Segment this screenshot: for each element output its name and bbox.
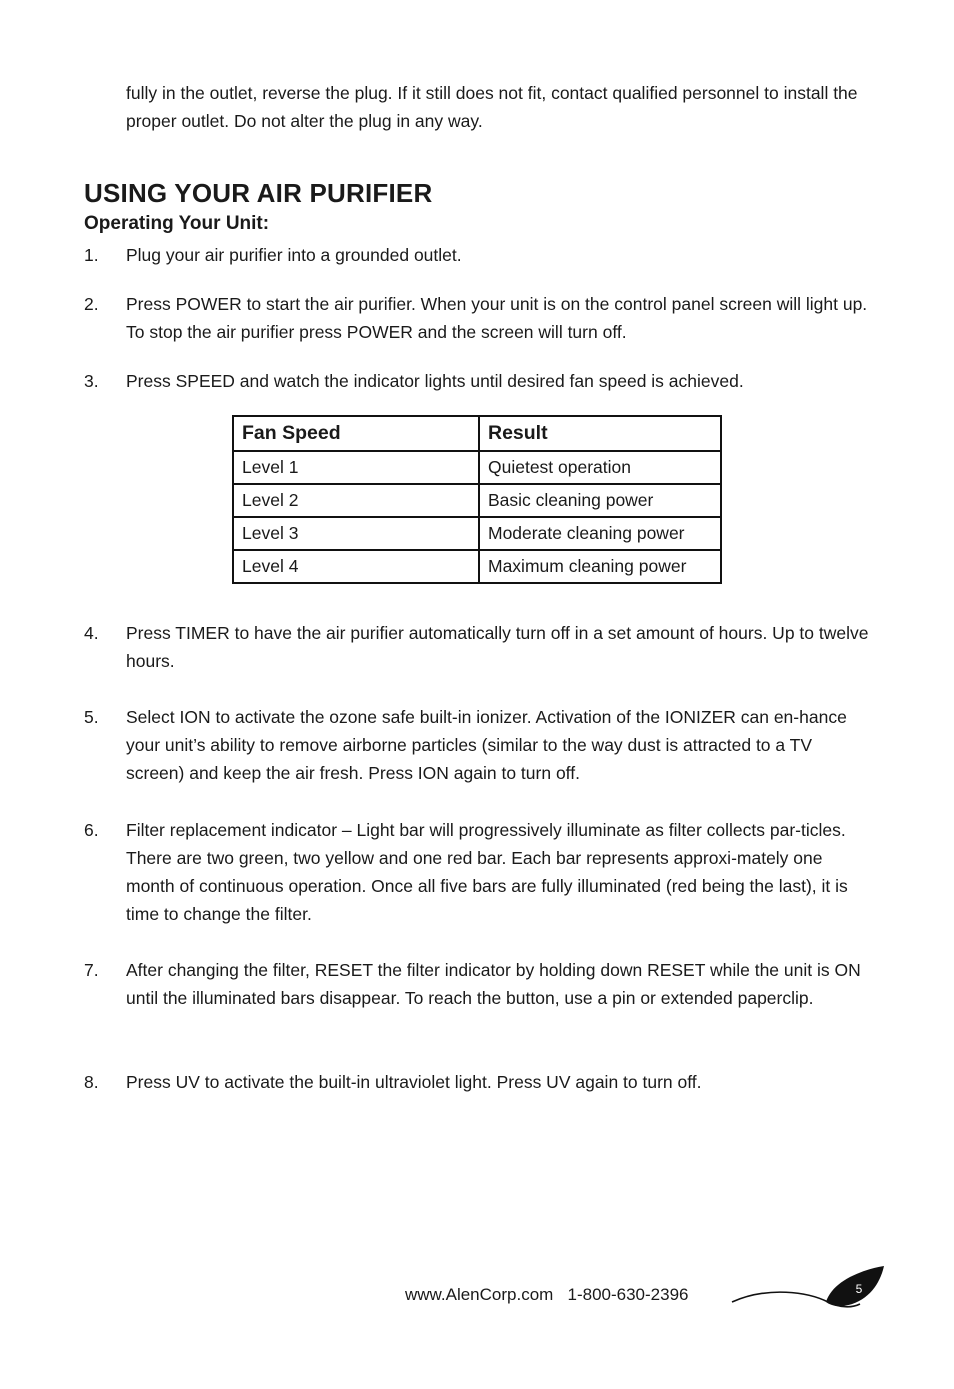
- step-text: Press SPEED and watch the indicator lights until desired fan speed is achieved.: [126, 371, 744, 391]
- table-row: [233, 484, 721, 517]
- table-row: [233, 517, 721, 550]
- step-text: Plug your air purifier into a grounded outlet.: [126, 245, 462, 265]
- leaf-swoosh-icon: [728, 1262, 888, 1314]
- fan-speed-cell: Level 3: [233, 517, 479, 550]
- result-cell: Moderate cleaning power: [479, 517, 721, 550]
- step-text: After changing the filter, RESET the filter indicator by holding down RESET while the unit is ON until the illuminated bars disappear. To reach the button, use a pin or extended paperclip.: [126, 960, 861, 1008]
- fan-speed-cell: Level 2: [233, 484, 479, 517]
- step-number: 3.: [84, 371, 99, 391]
- result-cell: Maximum cleaning power: [479, 550, 721, 583]
- step-number: 8.: [84, 1072, 99, 1092]
- column-header-result: Result: [479, 416, 721, 451]
- section-title: USING YOUR AIR PURIFIER: [84, 178, 433, 208]
- step-number: 2.: [84, 294, 99, 314]
- website-link[interactable]: www.AlenCorp.com: [405, 1285, 554, 1304]
- step-number: 1.: [84, 245, 99, 265]
- footer-contact: [405, 1283, 688, 1307]
- page-number: 5: [855, 1282, 863, 1296]
- fan-speed-cell: Level 1: [233, 451, 479, 484]
- step-number: 5.: [84, 707, 99, 727]
- step-number: 6.: [84, 820, 99, 840]
- step-text: Press TIMER to have the air purifier automatically turn off in a set amount of hours. Up to twelve hours.: [126, 623, 869, 671]
- step-text: Select ION to activate the ozone safe built-in ionizer. Activation of the IONIZER can en-hance your unit’s ability to remove airborne particles (similar to the way dust is attracted to a TV screen) and keep the air fresh. Press ION again to turn off.: [126, 707, 847, 783]
- fan-speed-cell: Level 4: [233, 550, 479, 583]
- table-row: [233, 451, 721, 484]
- step-text: Press POWER to start the air purifier. When your unit is on the control panel screen will light up. To stop the air purifier press POWER and the screen will turn off.: [126, 294, 868, 342]
- result-cell: Basic cleaning power: [479, 484, 721, 517]
- table-row: [233, 550, 721, 583]
- table-header-row: [233, 416, 721, 451]
- result-cell: Quietest operation: [479, 451, 721, 484]
- step-text: Filter replacement indicator – Light bar will progressively illuminate as filter collects par-ticles. There are two green, two yellow and one red bar. Each bar represents approxi-mately one month of continuous operation. Once all five bars are fully illuminated (red being the last), it is time to change the filter.: [126, 820, 848, 924]
- step-text: Press UV to activate the built-in ultraviolet light. Press UV again to turn off.: [126, 1072, 702, 1092]
- section-subtitle: Operating Your Unit:: [84, 213, 270, 234]
- intro-paragraph: fully in the outlet, reverse the plug. If it still does not fit, contact qualified personnel to install the proper outlet. Do not alter the plug in any way.: [126, 83, 858, 131]
- fan-speed-table: [232, 415, 722, 584]
- step-number: 4.: [84, 623, 99, 643]
- phone-number: 1-800-630-2396: [567, 1285, 689, 1304]
- step-number: 7.: [84, 960, 99, 980]
- column-header-fan-speed: Fan Speed: [233, 416, 479, 451]
